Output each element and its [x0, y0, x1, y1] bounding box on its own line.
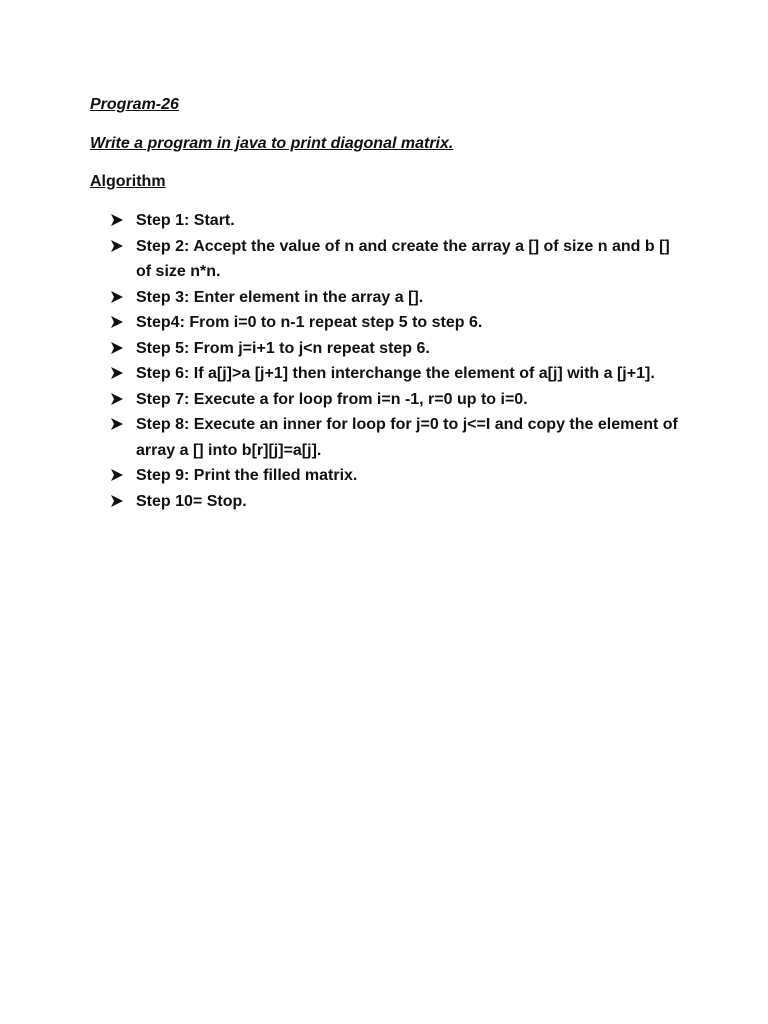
step-text: Step 5: From j=i+1 to j<n repeat step 6. [136, 339, 430, 357]
step-text: Step 3: Enter element in the array a []. [136, 288, 424, 306]
algorithm-step-6 [110, 361, 680, 387]
step-text: Step 8: Execute an inner for loop for j=0 to j<=I and copy the element of array a [] into b[r][j]=a[j]. [136, 416, 678, 459]
step-text: Step 2: Accept the value of n and create the array a [] of size n and b [] of size n*n. [136, 237, 670, 280]
task-statement: Write a program in java to print diagonal matrix. [90, 135, 454, 152]
algorithm-step-7 [110, 387, 680, 413]
step-text: Step 6: If a[j]>a [j+1] then interchange the element of a[j] with a [j+1]. [136, 365, 655, 382]
algorithm-step-1 [110, 208, 680, 234]
program-title: Program-26 [90, 96, 179, 113]
step-text: Step 7: Execute a for loop from i=n -1, r=0 up to i=0. [136, 390, 528, 408]
algorithm-step-10 [110, 489, 680, 515]
arrowhead-bullet-icon [110, 239, 124, 253]
algorithm-step-9 [110, 463, 680, 489]
arrowhead-bullet-icon [110, 341, 124, 355]
step-text: Step 9: Print the filled matrix. [136, 467, 358, 484]
step-text: Step 10= Stop. [136, 492, 247, 510]
arrowhead-bullet-icon [110, 366, 124, 380]
arrowhead-bullet-icon [110, 494, 124, 508]
step-text: Step 1: Start. [136, 212, 235, 229]
arrowhead-bullet-icon [110, 392, 124, 406]
arrowhead-bullet-icon [110, 213, 124, 227]
algorithm-step-4 [110, 310, 680, 336]
arrowhead-bullet-icon [110, 315, 124, 329]
arrowhead-bullet-icon [110, 468, 124, 482]
arrowhead-bullet-icon [110, 417, 124, 431]
step-text: Step4: From i=0 to n-1 repeat step 5 to step 6. [136, 314, 483, 331]
arrowhead-bullet-icon [110, 290, 124, 304]
algorithm-step-2 [110, 234, 680, 285]
algorithm-step-8 [110, 412, 680, 463]
algorithm-step-5 [110, 336, 680, 362]
algorithm-step-3 [110, 285, 680, 311]
algorithm-steps-list [110, 208, 680, 514]
algorithm-heading: Algorithm [90, 173, 166, 190]
